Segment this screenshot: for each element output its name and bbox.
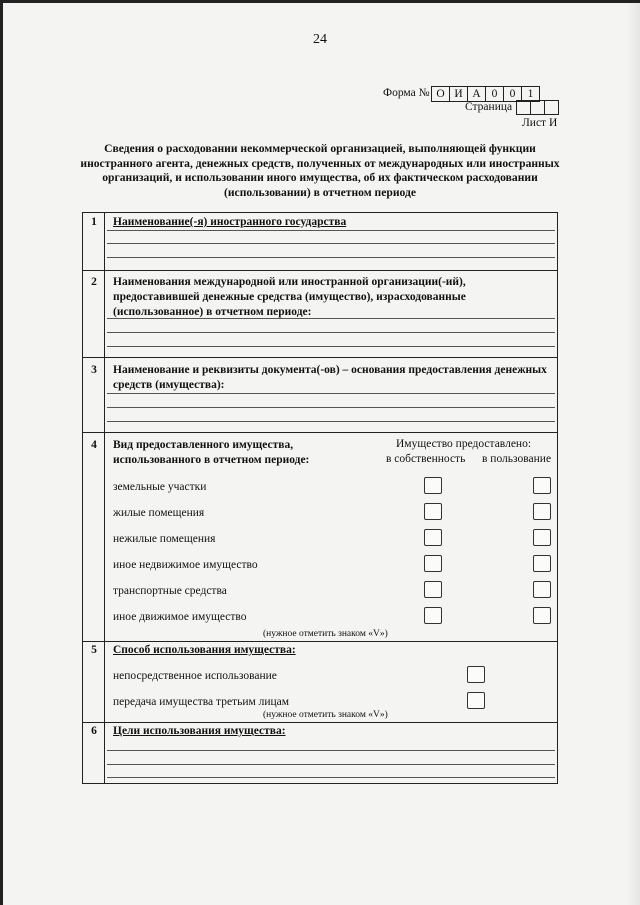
- section-heading: Цели использования имущества:: [113, 725, 286, 737]
- property-type-item: жилые помещения: [113, 507, 205, 519]
- fill-line[interactable]: [107, 764, 555, 765]
- fill-line[interactable]: [107, 346, 555, 347]
- fill-line[interactable]: [107, 750, 555, 751]
- section-number: 1: [91, 216, 97, 228]
- property-type-item: иное недвижимое имущество: [113, 559, 258, 571]
- checkbox-note: (нужное отметить знаком «V»): [263, 629, 388, 639]
- form-code-cell: И: [449, 86, 468, 102]
- checkbox-note: (нужное отметить знаком «V»): [263, 710, 388, 720]
- use-checkbox[interactable]: [533, 555, 551, 572]
- form-code-cell: 0: [485, 86, 504, 102]
- form-label: Форма №: [383, 87, 430, 99]
- page-number-cell[interactable]: [516, 100, 531, 115]
- page-number-cell[interactable]: [544, 100, 559, 115]
- form-code-cell: О: [431, 86, 450, 102]
- section-divider: [83, 722, 557, 723]
- section-divider: [83, 432, 557, 433]
- fill-line[interactable]: [107, 393, 555, 394]
- scan-edge-shadow: [626, 0, 640, 905]
- page-label: Страница: [465, 101, 513, 113]
- use-checkbox[interactable]: [533, 477, 551, 494]
- fill-line[interactable]: [107, 318, 555, 319]
- use-checkbox[interactable]: [533, 581, 551, 598]
- fill-line[interactable]: [107, 777, 555, 778]
- property-type-item: нежилые помещения: [113, 533, 216, 545]
- fill-line[interactable]: [107, 332, 555, 333]
- fill-line[interactable]: [107, 257, 555, 258]
- section-divider: [83, 641, 557, 642]
- usage-method-checkbox[interactable]: [467, 692, 485, 709]
- scan-border-top: [0, 0, 640, 3]
- ownership-checkbox[interactable]: [424, 529, 442, 546]
- section-number: 6: [91, 725, 97, 737]
- section-heading: Наименования международной или иностранной организации(-ий), предоставившей денежные средства (имущество), израсходованные (использованное) в отчетном периоде:: [113, 276, 466, 318]
- number-column-divider: [104, 213, 105, 783]
- fill-line[interactable]: [107, 230, 555, 231]
- section-heading-line: Вид предоставленного имущества,: [113, 439, 294, 451]
- page-number-cell[interactable]: [530, 100, 545, 115]
- section-number: 4: [91, 439, 97, 451]
- ownership-checkbox[interactable]: [424, 607, 442, 624]
- form-code-cell: 0: [503, 86, 522, 102]
- property-type-item: земельные участки: [113, 481, 207, 493]
- section-heading-line: использованного в отчетном периоде:: [113, 454, 310, 466]
- usage-method-item: передача имущества третьим лицам: [113, 696, 290, 708]
- sheet-label: Лист И: [522, 117, 558, 129]
- property-type-item: транспортные средства: [113, 585, 227, 597]
- use-checkbox[interactable]: [533, 607, 551, 624]
- column-ownership: в собственность: [386, 453, 466, 465]
- section-heading: Наименование и реквизиты документа(-ов) – основания предоставления денежных средств (имущества):: [113, 364, 547, 391]
- report-table: [82, 212, 558, 784]
- section-number: 3: [91, 364, 97, 376]
- form-code-cell: 1: [521, 86, 540, 102]
- section-number: 2: [91, 276, 97, 288]
- page-number: 24: [313, 32, 327, 47]
- usage-method-checkbox[interactable]: [467, 666, 485, 683]
- fill-line[interactable]: [107, 421, 555, 422]
- property-type-item: иное движимое имущество: [113, 611, 247, 623]
- section-heading: Наименование(-я) иностранного государства: [113, 216, 347, 228]
- section-number: 5: [91, 644, 97, 656]
- section-heading: Способ использования имущества:: [113, 644, 296, 656]
- document-title: Сведения о расходовании некоммерческой организацией, выполняющей функции иностранного агента, денежных средств, полученных от международных или иностранных организаций, и использовании иного имущества, об их фактическом расходовании (использовании) в отчетном периоде: [80, 142, 560, 199]
- use-checkbox[interactable]: [533, 529, 551, 546]
- property-provided-label: Имущество предоставлено:: [396, 438, 532, 450]
- column-use: в пользование: [482, 453, 552, 465]
- usage-method-item: непосредственное использование: [113, 670, 277, 682]
- ownership-checkbox[interactable]: [424, 477, 442, 494]
- page-number-cells: [517, 100, 559, 115]
- section-divider: [83, 270, 557, 271]
- section-divider: [83, 357, 557, 358]
- use-checkbox[interactable]: [533, 503, 551, 520]
- scan-border-left: [0, 0, 3, 905]
- ownership-checkbox[interactable]: [424, 503, 442, 520]
- fill-line[interactable]: [107, 243, 555, 244]
- ownership-checkbox[interactable]: [424, 555, 442, 572]
- ownership-checkbox[interactable]: [424, 581, 442, 598]
- form-code-cell: А: [467, 86, 486, 102]
- fill-line[interactable]: [107, 407, 555, 408]
